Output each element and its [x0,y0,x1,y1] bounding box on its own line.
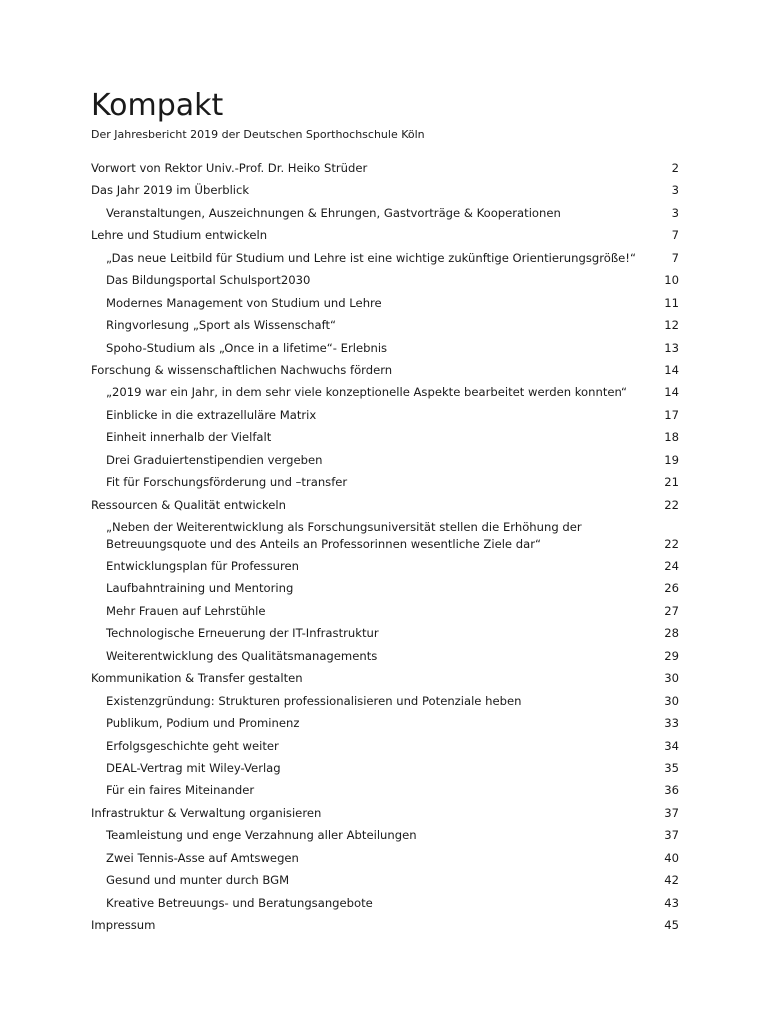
toc-page-number: 17 [664,407,679,422]
toc-page-number: 3 [671,205,679,220]
toc-page-number: 35 [664,760,679,775]
toc-page-number: 13 [664,340,679,355]
toc-page-number: 3 [671,183,679,198]
toc-entry-title: Das Bildungsportal Schulsport2030 [106,273,311,288]
toc-page-number: 14 [664,385,679,400]
toc-page-number: 24 [664,559,679,573]
toc-entry-title: DEAL-Vertrag mit Wiley-Verlag [106,760,281,775]
toc-subentry[interactable] [91,847,679,869]
toc-page-number: 30 [664,671,679,686]
toc-entry-title: Kommunikation & Transfer gestalten [91,671,303,686]
toc-subentry[interactable] [91,314,679,336]
toc-subentry[interactable] [91,292,679,314]
toc-entry-title: Einheit innerhalb der Vielfalt [106,430,272,445]
toc-page-number: 40 [664,850,679,865]
toc-entry-title: Spoho-Studium als „Once in a lifetime“- Erlebnis [106,340,388,355]
toc-page-number: 7 [671,228,679,243]
toc-entry-title: Zwei Tennis-Asse auf Amtswegen [106,850,299,865]
toc-subentry[interactable] [91,247,679,269]
toc-entry-title: Laufbahntraining und Mentoring [106,581,294,596]
toc-subentry[interactable] [91,600,679,622]
toc-entry-title: Modernes Management von Studium und Lehre [106,295,382,310]
toc-subentry[interactable] [91,712,679,734]
toc-entry-title: Drei Graduiertenstipendien vergeben [106,452,323,467]
toc-entry-title: „2019 war ein Jahr, in dem sehr viele konzeptionelle Aspekte bearbeitet werden konnten“ [106,385,628,400]
toc-entry-title: Publikum, Podium und Prominenz [106,716,300,731]
toc-entry-title: Lehre und Studium entwickeln [91,228,268,243]
toc-page-number: 45 [664,918,679,932]
toc-entry[interactable] [91,667,679,689]
table-of-contents [91,157,679,936]
toc-page-number: 37 [664,828,679,843]
toc-entry[interactable] [91,224,679,246]
toc-subentry[interactable] [91,269,679,291]
toc-entry-title: Fit für Forschungsförderung und –transfer [106,475,348,490]
toc-subentry[interactable] [91,622,679,644]
toc-entry-title: Vorwort von Rektor Univ.-Prof. Dr. Heiko Strüder [91,161,368,175]
toc-entry-title: Gesund und munter durch BGM [106,873,290,888]
toc-subentry[interactable] [91,426,679,448]
document-subtitle: Der Jahresbericht 2019 der Deutschen Sporthochschule Köln [91,128,425,141]
toc-page-number: 29 [664,648,679,663]
toc-subentry[interactable] [91,516,679,555]
toc-entry-title: Kreative Betreuungs- und Beratungsangebote [106,895,373,910]
toc-entry-title: Technologische Erneuerung der IT-Infrastruktur [106,626,379,641]
toc-page-number: 19 [664,452,679,467]
toc-entry-title: Das Jahr 2019 im Überblick [91,183,250,198]
toc-page-number: 33 [664,716,679,731]
toc-page-number: 22 [664,497,679,512]
toc-page-number: 42 [664,873,679,888]
toc-entry-title: Ressourcen & Qualität entwickeln [91,497,286,512]
toc-entry-title: Forschung & wissenschaftlichen Nachwuchs fördern [91,362,393,377]
toc-page-number: 11 [664,295,679,310]
toc-page-number: 43 [664,895,679,910]
toc-subentry[interactable] [91,735,679,757]
toc-subentry[interactable] [91,824,679,846]
toc-subentry[interactable] [91,577,679,599]
toc-subentry[interactable] [91,202,679,224]
toc-entry-title: Einblicke in die extrazelluläre Matrix [106,407,317,422]
toc-entry-title: Teamleistung und enge Verzahnung aller Abteilungen [106,828,417,843]
toc-page-number: 26 [664,581,679,596]
toc-page-number: 30 [664,693,679,708]
toc-entry[interactable] [91,802,679,824]
toc-page-number: 18 [664,430,679,445]
toc-subentry[interactable] [91,690,679,712]
toc-entry-title: „Neben der Weiterentwicklung als Forschungsuniversität stellen die Erhöhung der Betreuungsquote und des Anteils an Professorinnen wesentliche Ziele dar“ [106,520,582,551]
toc-entry-title: Impressum [91,918,156,932]
toc-entry-title: Existenzgründung: Strukturen professionalisieren und Potenziale heben [106,693,522,708]
toc-entry[interactable] [91,494,679,516]
toc-page-number: 21 [664,475,679,490]
toc-entry-title: Veranstaltungen, Auszeichnungen & Ehrungen, Gastvorträge & Kooperationen [106,205,561,220]
toc-subentry[interactable] [91,645,679,667]
toc-entry[interactable] [91,157,679,179]
toc-page-number: 7 [671,250,679,265]
toc-page-number: 14 [664,362,679,377]
toc-subentry[interactable] [91,337,679,359]
toc-entry-title: Erfolgsgeschichte geht weiter [106,738,279,753]
toc-subentry[interactable] [91,449,679,471]
toc-page-number: 2 [671,161,679,175]
toc-subentry[interactable] [91,555,679,577]
document-title: Kompakt [91,88,224,123]
toc-page-number: 28 [664,626,679,641]
toc-entry[interactable] [91,179,679,201]
toc-entry-title: Ringvorlesung „Sport als Wissenschaft“ [106,318,336,333]
toc-entry-title: Für ein faires Miteinander [106,783,255,798]
toc-subentry[interactable] [91,381,679,403]
toc-entry-title: Infrastruktur & Verwaltung organisieren [91,805,322,820]
toc-entry[interactable] [91,914,679,936]
toc-entry-title: „Das neue Leitbild für Studium und Lehre ist eine wichtige zukünftige Orientierungsgröße!“ [106,250,636,265]
toc-entry-title: Weiterentwicklung des Qualitätsmanagements [106,648,378,663]
toc-page-number: 27 [664,603,679,618]
toc-page-number: 37 [664,805,679,820]
toc-page-number: 12 [664,318,679,333]
toc-page-number: 36 [664,783,679,798]
toc-entry-title: Entwicklungsplan für Professuren [106,559,299,573]
toc-page-number: 22 [664,537,679,551]
toc-entry[interactable] [91,359,679,381]
toc-entry-title: Mehr Frauen auf Lehrstühle [106,603,266,618]
toc-subentry[interactable] [91,869,679,891]
toc-page-number: 10 [664,273,679,288]
toc-subentry[interactable] [91,404,679,426]
toc-subentry[interactable] [91,779,679,801]
toc-page-number: 34 [664,738,679,753]
toc-subentry[interactable] [91,471,679,493]
toc-subentry[interactable] [91,892,679,914]
toc-subentry[interactable] [91,757,679,779]
